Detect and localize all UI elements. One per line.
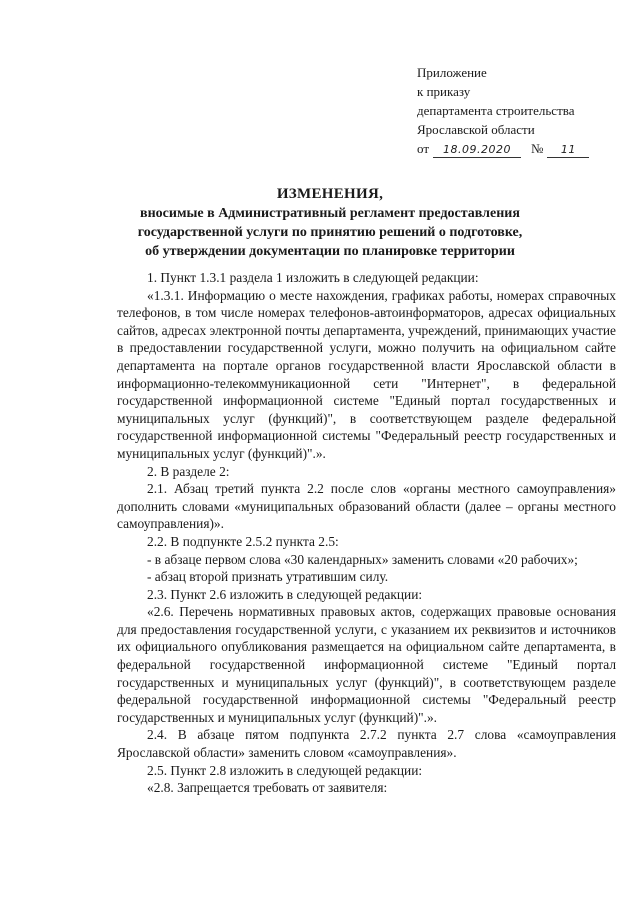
order-date-line xyxy=(417,139,589,158)
paragraph: - в абзаце первом слова «30 календарных» заменить словами «20 рабочих»; xyxy=(147,551,578,567)
title-heading: ИЗМЕНЕНИЯ, xyxy=(276,186,384,202)
order-date: 18.09.2020 xyxy=(433,143,521,158)
paragraph: 2.2. В подпункте 2.5.2 пункта 2.5: xyxy=(147,533,339,549)
paragraph: 2.4. В абзаце пятом подпункта 2.7.2 пункта 2.7 слова «самоуправления Ярославской области» заменить словом «самоуправления». xyxy=(117,727,616,761)
appendix-line: к приказу xyxy=(417,84,471,99)
title-subheading: государственной услуги по принятию решений о подготовке, xyxy=(137,225,523,240)
appendix-line: Приложение xyxy=(417,65,487,80)
paragraph: 1. Пункт 1.3.1 раздела 1 изложить в следующей редакции: xyxy=(147,270,479,285)
title-subheading: об утверждении документации по планировке территории xyxy=(145,244,515,259)
paragraph: «2.6. Перечень нормативных правовых актов, содержащих правовые основания для предоставления государственной услуги, с указанием их реквизитов и источников их официального опубликования размещается на официальном сайте департамента, в федеральной государственной информационной системе "Единый портал государственных и муниципальных услуг (функций)", в соответствующем разделе федеральной государственной информационной системы "Федеральный реестр государственных и муниципальных услуг (функций)".». xyxy=(117,604,616,725)
date-prefix: от xyxy=(417,141,430,156)
document-body xyxy=(117,269,616,797)
paragraph: 2.1. Абзац третий пункта 2.2 после слов «органы местного самоуправления» дополнить словами «муниципальных образований области (далее – органы местного самоуправления)». xyxy=(117,481,616,532)
title-subheading: вносимые в Административный регламент предоставления xyxy=(140,206,520,221)
paragraph: - абзац второй признать утратившим силу. xyxy=(147,569,389,585)
paragraph: «1.3.1. Информацию о месте нахождения, графиках работы, номерах справочных телефонов, в том числе номерах телефонов-автоинформаторов, адресах официальных сайтов, адресах электронной почты департамента, учреждений, принимающих участие в предоставлении государственной услуги, можно получить на официальном сайте департамента на портале органов государственной власти Ярославской области в информационно-телекоммуникационной сети "Интернет", в федеральной государственной информационной системе "Единый портал государственных и муниципальных услуг (функций)", в соответствующем разделе федеральной государственной информационной системы "Федеральный реестр государственных и муниципальных услуг (функций)".». xyxy=(117,287,616,461)
order-number: 11 xyxy=(547,143,589,158)
paragraph: 2.5. Пункт 2.8 изложить в следующей редакции: xyxy=(147,762,423,778)
paragraph: 2. В разделе 2: xyxy=(147,463,230,479)
appendix-line: департамента строительства xyxy=(417,103,575,118)
appendix-block xyxy=(417,63,589,158)
paragraph: 2.3. Пункт 2.6 изложить в следующей редакции: xyxy=(147,586,423,602)
number-label: № xyxy=(531,141,544,156)
paragraph: «2.8. Запрещается требовать от заявителя: xyxy=(147,780,388,796)
appendix-line: Ярославской области xyxy=(417,122,535,137)
document-title xyxy=(80,185,580,261)
